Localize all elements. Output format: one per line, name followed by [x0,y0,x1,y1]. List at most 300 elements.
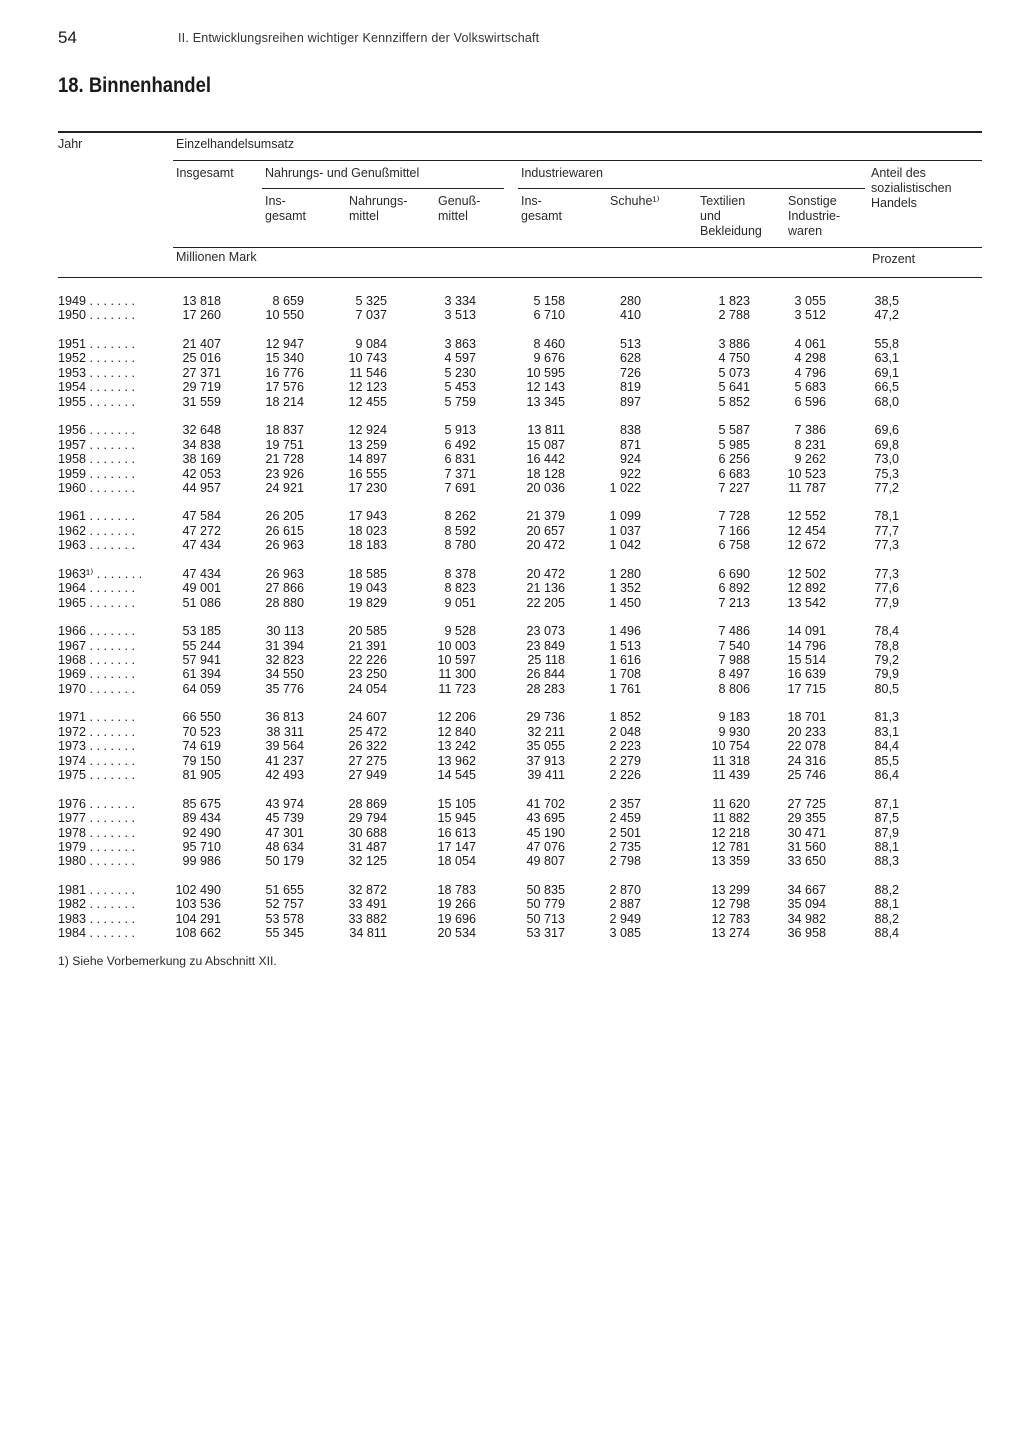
value-cell: 34 811 [349,926,387,941]
value-cell: 103 536 [175,897,221,912]
value-cell: 10 595 [526,365,565,380]
year-cell: 1952 . . . . . . . [58,351,136,366]
header-bottom-rule [58,277,982,278]
value-cell: 15 340 [265,351,304,366]
value-cell: 13 818 [182,294,221,308]
value-cell: 50 779 [526,897,565,912]
value-cell: 2 357 [609,796,641,811]
value-cell: 23 849 [526,638,565,653]
value-cell: 3 085 [609,926,641,941]
value-cell: 2 223 [609,739,641,754]
table-row [0,366,1024,380]
value-cell: 17 260 [182,308,221,323]
value-cell: 21 136 [526,581,565,596]
value-cell: 18 783 [437,882,476,897]
year-cell: 1977 . . . . . . . [58,811,136,826]
value-cell: 3 055 [794,294,826,308]
value-cell: 22 078 [787,739,826,754]
value-cell: 69,6 [874,423,899,438]
value-cell: 23 926 [265,466,304,481]
value-cell: 8 497 [718,667,750,682]
value-cell: 2 226 [609,768,641,783]
value-cell: 21 379 [526,509,565,524]
year-cell: 1968 . . . . . . . [58,653,136,667]
table-row [0,768,1024,782]
value-cell: 1 496 [609,624,641,639]
value-cell: 8 592 [444,523,476,538]
year-cell: 1966 . . . . . . . [58,624,136,639]
value-cell: 81 905 [182,768,221,783]
value-cell: 78,1 [874,509,899,524]
value-cell: 6 683 [718,466,750,481]
header-rule-insgesamt [173,160,982,161]
value-cell: 13 345 [526,394,565,409]
value-cell: 9 183 [718,710,750,725]
year-cell: 1951 . . . . . . . [58,336,136,351]
value-cell: 2 887 [609,897,641,912]
value-cell: 24 054 [348,681,387,696]
value-cell: 47 301 [265,825,304,840]
value-cell: 15 105 [437,796,476,811]
table-row [0,840,1024,854]
value-cell: 11 620 [712,796,750,811]
value-cell: 88,4 [874,926,899,941]
value-cell: 6 596 [794,394,826,409]
value-cell: 20 472 [526,566,565,581]
value-cell: 10 597 [437,653,476,667]
value-cell: 30 113 [266,624,304,639]
value-cell: 7 691 [444,480,476,495]
value-cell: 19 696 [437,911,476,926]
value-cell: 871 [619,437,641,452]
value-cell: 14 545 [437,768,476,783]
value-cell: 21 391 [348,638,387,653]
value-cell: 31 560 [787,839,826,854]
year-cell: 1965 . . . . . . . [58,595,136,610]
year-cell: 1981 . . . . . . . [58,882,136,897]
value-cell: 819 [619,380,641,395]
value-cell: 50 713 [526,911,565,926]
table-row [0,380,1024,394]
value-cell: 86,4 [874,768,899,783]
year-cell: 1967 . . . . . . . [58,638,136,653]
table-row [0,294,1024,308]
value-cell: 20 472 [526,538,565,553]
value-cell: 88,2 [874,882,899,897]
value-cell: 22 226 [348,653,387,667]
value-cell: 5 453 [444,380,476,395]
value-cell: 11 882 [712,811,750,826]
value-cell: 87,9 [874,825,899,840]
value-cell: 13 242 [437,739,476,754]
value-cell: 79,9 [874,667,899,682]
value-cell: 34 982 [787,911,826,926]
table-row [0,395,1024,409]
value-cell: 3 334 [444,294,476,308]
value-cell: 8 659 [272,294,304,308]
value-cell: 104 291 [175,911,221,926]
value-cell: 7 728 [718,509,750,524]
value-cell: 43 695 [526,811,565,826]
value-cell: 2 870 [609,882,641,897]
value-cell: 17 576 [265,380,304,395]
value-cell: 13 811 [527,423,565,438]
value-cell: 47,2 [874,308,899,323]
value-cell: 39 411 [527,768,565,783]
value-cell: 83,1 [874,724,899,739]
header-nahrungs-genuss: Nahrungs- und Genußmittel [265,166,420,180]
value-cell: 4 750 [718,351,750,366]
value-cell: 29 355 [787,811,826,826]
value-cell: 26 844 [526,667,565,682]
value-cell: 88,1 [874,839,899,854]
year-cell: 1982 . . . . . . . [58,897,136,912]
value-cell: 2 048 [609,724,641,739]
value-cell: 12 781 [711,839,750,854]
value-cell: 31 394 [265,638,304,653]
footnote: 1) Siehe Vorbemerkung zu Abschnitt XII. [58,954,277,968]
value-cell: 26 615 [265,523,304,538]
value-cell: 31 487 [348,839,387,854]
value-cell: 16 442 [526,452,565,467]
value-cell: 9 930 [718,724,750,739]
value-cell: 47 272 [182,523,221,538]
value-cell: 87,5 [874,811,899,826]
value-cell: 10 523 [787,466,826,481]
year-cell: 1961 . . . . . . . [58,509,136,524]
value-cell: 7 988 [718,653,750,667]
value-cell: 77,6 [874,581,899,596]
value-cell: 8 823 [444,581,476,596]
value-cell: 47 434 [182,566,221,581]
year-cell: 1960 . . . . . . . [58,480,136,495]
value-cell: 73,0 [874,452,899,467]
value-cell: 13 274 [711,926,750,941]
value-cell: 5 230 [444,365,476,380]
value-cell: 7 227 [718,480,750,495]
value-cell: 1 352 [609,581,641,596]
value-cell: 81,3 [874,710,899,725]
value-cell: 55,8 [874,336,899,351]
table-row [0,739,1024,753]
value-cell: 38 169 [182,452,221,467]
value-cell: 11 787 [788,480,826,495]
value-cell: 51 655 [265,882,304,897]
value-cell: 1 037 [609,523,641,538]
value-cell: 29 719 [182,380,221,395]
year-cell: 1973 . . . . . . . [58,739,136,754]
value-cell: 924 [619,452,641,467]
value-cell: 12 783 [711,911,750,926]
year-cell: 1975 . . . . . . . [58,768,136,783]
value-cell: 15 945 [437,811,476,826]
value-cell: 33 491 [348,897,387,912]
value-cell: 42 493 [265,768,304,783]
value-cell: 6 892 [718,581,750,596]
value-cell: 27 725 [787,796,826,811]
value-cell: 10 754 [711,739,750,754]
header-anteil: Anteil des sozialistischen Handels [871,166,952,210]
value-cell: 70 523 [182,724,221,739]
year-cell: 1958 . . . . . . . [58,452,136,467]
value-cell: 1 513 [609,638,641,653]
year-cell: 1955 . . . . . . . [58,394,136,409]
year-cell: 1979 . . . . . . . [58,839,136,854]
year-cell: 1971 . . . . . . . [58,710,136,725]
value-cell: 8 231 [794,437,826,452]
year-cell: 1963 . . . . . . . [58,538,136,553]
value-cell: 7 037 [355,308,387,323]
value-cell: 8 378 [444,566,476,581]
value-cell: 24 607 [348,710,387,725]
table-row [0,538,1024,552]
value-cell: 29 794 [348,811,387,826]
value-cell: 726 [619,365,641,380]
value-cell: 51 086 [182,595,221,610]
year-cell: 1959 . . . . . . . [58,466,136,481]
value-cell: 66,5 [874,380,899,395]
value-cell: 77,3 [874,566,899,581]
value-cell: 44 957 [182,480,221,495]
value-cell: 80,5 [874,681,899,696]
value-cell: 77,9 [874,595,899,610]
value-cell: 5 325 [355,294,387,308]
value-cell: 12 455 [348,394,387,409]
value-cell: 7 213 [718,595,750,610]
value-cell: 12 218 [711,825,750,840]
value-cell: 16 555 [348,466,387,481]
table-row [0,308,1024,322]
value-cell: 628 [619,351,641,366]
value-cell: 77,3 [874,538,899,553]
value-cell: 23 250 [348,667,387,682]
value-cell: 1 042 [609,538,641,553]
value-cell: 25 746 [787,768,826,783]
value-cell: 32 125 [348,854,387,869]
value-cell: 26 963 [265,566,304,581]
value-cell: 5 158 [533,294,565,308]
value-cell: 4 796 [794,365,826,380]
table-row [0,452,1024,466]
value-cell: 20 657 [526,523,565,538]
value-cell: 11 318 [712,753,750,768]
value-cell: 36 813 [265,710,304,725]
table-row [0,897,1024,911]
value-cell: 34 838 [182,437,221,452]
value-cell: 13 962 [437,753,476,768]
value-cell: 26 963 [265,538,304,553]
value-cell: 9 084 [355,336,387,351]
table-row [0,351,1024,365]
value-cell: 12 924 [348,423,387,438]
value-cell: 25 472 [348,724,387,739]
value-cell: 9 262 [794,452,826,467]
year-cell: 1950 . . . . . . . [58,308,136,323]
value-cell: 77,7 [874,523,899,538]
value-cell: 1 099 [609,509,641,524]
value-cell: 4 298 [794,351,826,366]
value-cell: 6 256 [718,452,750,467]
value-cell: 16 776 [265,365,304,380]
header-schuhe: Schuhe¹⁾ [610,194,660,208]
value-cell: 88,2 [874,911,899,926]
value-cell: 50 835 [526,882,565,897]
value-cell: 8 262 [444,509,476,524]
value-cell: 8 780 [444,538,476,553]
value-cell: 1 708 [609,667,641,682]
value-cell: 18 585 [348,566,387,581]
value-cell: 34 667 [787,882,826,897]
value-cell: 20 036 [526,480,565,495]
value-cell: 7 486 [718,624,750,639]
header-industriewaren: Industriewaren [521,166,603,180]
value-cell: 8 460 [533,336,565,351]
value-cell: 1 761 [609,681,641,696]
table-row [0,912,1024,926]
value-cell: 102 490 [175,882,221,897]
value-cell: 99 986 [182,854,221,869]
value-cell: 5 073 [718,365,750,380]
value-cell: 28 880 [265,595,304,610]
value-cell: 33 650 [787,854,826,869]
value-cell: 4 061 [794,336,826,351]
value-cell: 5 641 [718,380,750,395]
value-cell: 48 634 [265,839,304,854]
value-cell: 57 941 [182,653,221,667]
value-cell: 5 985 [718,437,750,452]
value-cell: 34 550 [265,667,304,682]
value-cell: 1 280 [609,566,641,581]
value-cell: 13 259 [348,437,387,452]
value-cell: 31 559 [182,394,221,409]
value-cell: 15 087 [526,437,565,452]
value-cell: 16 639 [787,667,826,682]
value-cell: 9 051 [444,595,476,610]
table-row [0,883,1024,897]
header-insgesamt: Insgesamt [176,166,234,180]
value-cell: 18 023 [348,523,387,538]
value-cell: 18 701 [787,710,826,725]
value-cell: 26 205 [265,509,304,524]
value-cell: 7 386 [794,423,826,438]
header-rule-nahrung [262,188,504,189]
value-cell: 18 054 [437,854,476,869]
value-cell: 22 205 [526,595,565,610]
value-cell: 29 736 [526,710,565,725]
value-cell: 53 185 [182,624,221,639]
value-cell: 17 715 [787,681,826,696]
value-cell: 2 279 [609,753,641,768]
value-cell: 6 831 [444,452,476,467]
value-cell: 11 723 [438,681,476,696]
value-cell: 32 823 [265,653,304,667]
value-cell: 5 759 [444,394,476,409]
year-cell: 1972 . . . . . . . [58,724,136,739]
value-cell: 75,3 [874,466,899,481]
value-cell: 2 798 [609,854,641,869]
value-cell: 27 949 [348,768,387,783]
running-head: II. Entwicklungsreihen wichtiger Kennziffern der Volkswirtschaft [178,31,540,45]
value-cell: 108 662 [175,926,221,941]
value-cell: 27 866 [265,581,304,596]
value-cell: 25 016 [182,351,221,366]
value-cell: 12 552 [787,509,826,524]
table-row [0,467,1024,481]
value-cell: 2 735 [609,839,641,854]
value-cell: 23 073 [526,624,565,639]
value-cell: 11 300 [438,667,476,682]
value-cell: 18 183 [348,538,387,553]
value-cell: 47 584 [182,509,221,524]
year-cell: 1978 . . . . . . . [58,825,136,840]
year-cell: 1983 . . . . . . . [58,911,136,926]
value-cell: 2 949 [609,911,641,926]
value-cell: 21 407 [182,336,221,351]
value-cell: 14 796 [787,638,826,653]
value-cell: 10 743 [348,351,387,366]
value-cell: 88,3 [874,854,899,869]
value-cell: 38 311 [266,724,304,739]
table-row [0,624,1024,638]
year-cell: 1974 . . . . . . . [58,753,136,768]
value-cell: 17 943 [348,509,387,524]
value-cell: 19 751 [265,437,304,452]
value-cell: 35 055 [526,739,565,754]
year-cell: 1964 . . . . . . . [58,581,136,596]
value-cell: 12 206 [437,710,476,725]
value-cell: 20 233 [787,724,826,739]
value-cell: 19 266 [437,897,476,912]
value-cell: 17 230 [348,480,387,495]
value-cell: 39 564 [265,739,304,754]
value-cell: 6 758 [718,538,750,553]
table-top-rule [58,131,982,133]
value-cell: 79 150 [182,753,221,768]
value-cell: 47 434 [182,538,221,553]
value-cell: 18 837 [265,423,304,438]
value-cell: 410 [619,308,641,323]
value-cell: 3 886 [718,336,750,351]
value-cell: 53 317 [526,926,565,941]
value-cell: 20 534 [437,926,476,941]
value-cell: 36 958 [787,926,826,941]
value-cell: 38,5 [874,294,899,308]
page-title: 18. Binnenhandel [58,74,212,97]
value-cell: 35 776 [265,681,304,696]
value-cell: 85 675 [182,796,221,811]
table-row [0,725,1024,739]
table-row [0,524,1024,538]
value-cell: 513 [619,336,641,351]
value-cell: 12 947 [265,336,304,351]
year-cell: 1957 . . . . . . . [58,437,136,452]
table-row [0,596,1024,610]
value-cell: 30 688 [348,825,387,840]
value-cell: 68,0 [874,394,899,409]
value-cell: 88,1 [874,897,899,912]
value-cell: 49 001 [182,581,221,596]
table-row [0,481,1024,495]
table-row [0,667,1024,681]
value-cell: 28 283 [526,681,565,696]
year-cell: 1949 . . . . . . . [58,294,136,308]
value-cell: 63,1 [874,351,899,366]
value-cell: 24 921 [265,480,304,495]
value-cell: 11 439 [712,768,750,783]
value-cell: 7 371 [444,466,476,481]
value-cell: 13 359 [711,854,750,869]
value-cell: 17 147 [437,839,476,854]
